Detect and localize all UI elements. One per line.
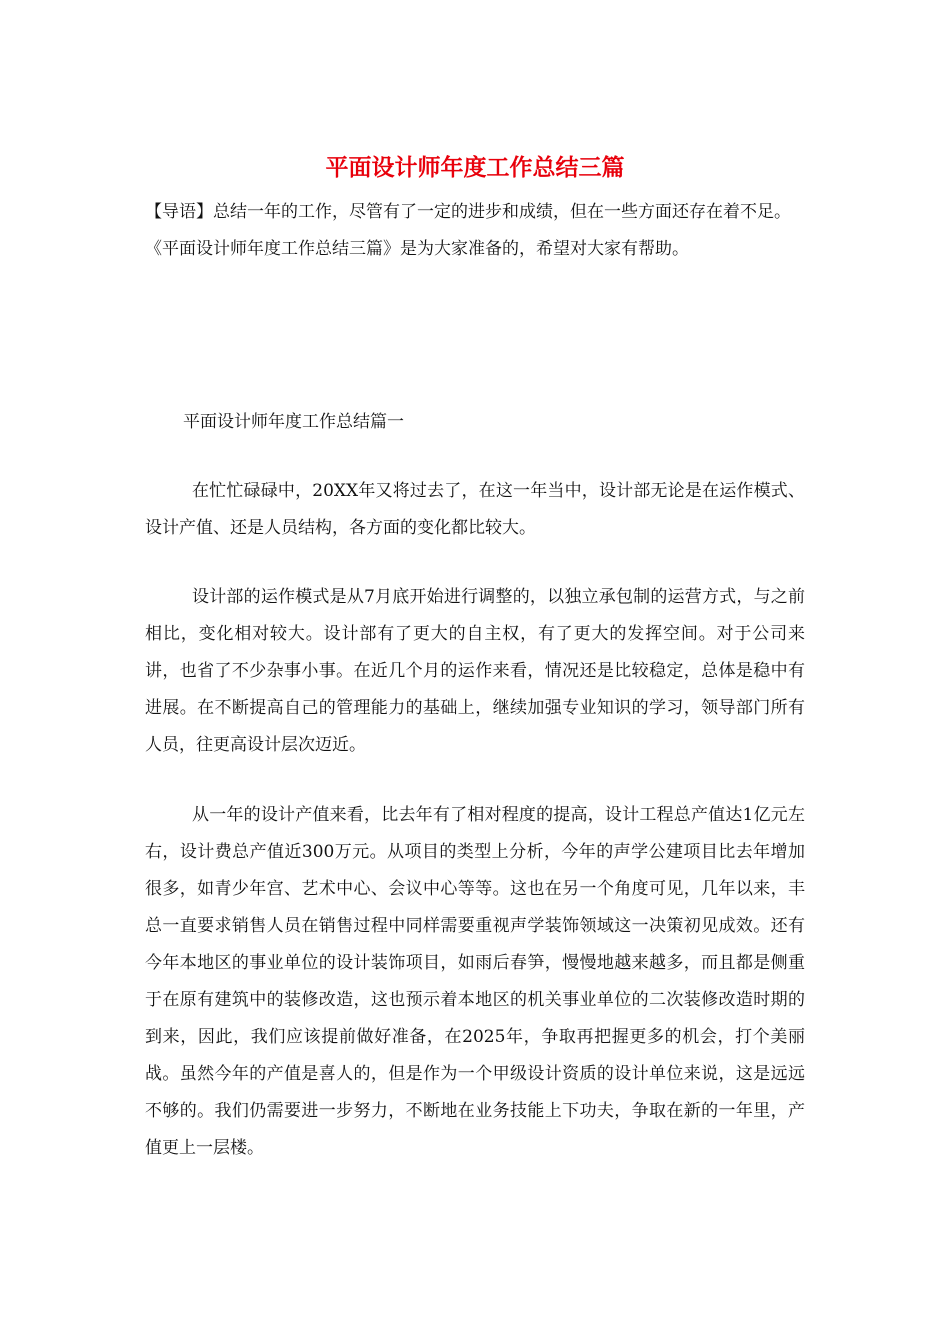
body-paragraph: 设计部的运作模式是从7月底开始进行调整的，以独立承包制的运营方式，与之前相比，变化相对较大。设计部有了更大的自主权，有了更大的发挥空间。对于公司来讲，也省了不少杂事小事。在近几个月的运作来看，情况还是比较稳定，总体是稳中有进展。在不断提高自己的管理能力的基础上，继续加强专业知识的学习，领导部门所有人员，往更高设计层次迈近。	[145, 587, 805, 755]
section-heading: 平面设计师年度工作总结篇一	[183, 412, 404, 432]
body-paragraph: 从一年的设计产值来看，比去年有了相对程度的提高，设计工程总产值达1亿元左右，设计费总产值近300万元。从项目的类型上分析，今年的声学公建项目比去年增加很多，如青少年宫、艺术中心、会议中心等等。这也在另一个角度可见，几年以来，丰总一直要求销售人员在销售过程中同样需要重视声学装饰领域这一决策初见成效。还有今年本地区的事业单位的设计装饰项目，如雨后春笋，慢慢地越来越多，而且都是侧重于在原有建筑中的装修改造，这也预示着本地区的机关事业单位的二次装修改造时期的到来，因此，我们应该提前做好准备，在2025年，争取再把握更多的机会，打个美丽战。虽然今年的产值是喜人的，但是作为一个甲级设计资质的设计单位来说，这是远远不够的。我们仍需要进一步努力，不断地在业务技能上下功夫，争取在新的一年里，产值更上一层楼。	[145, 805, 805, 1158]
body-paragraph: 在忙忙碌碌中，20XX年又将过去了，在这一年当中，设计部无论是在运作模式、设计产值、还是人员结构，各方面的变化都比较大。	[145, 481, 805, 538]
intro-paragraph: 【导语】总结一年的工作，尽管有了一定的进步和成绩，但在一些方面还存在着不足。《平面设计师年度工作总结三篇》是为大家准备的，希望对大家有帮助。	[145, 202, 791, 259]
document-title: 平面设计师年度工作总结三篇	[325, 154, 625, 181]
